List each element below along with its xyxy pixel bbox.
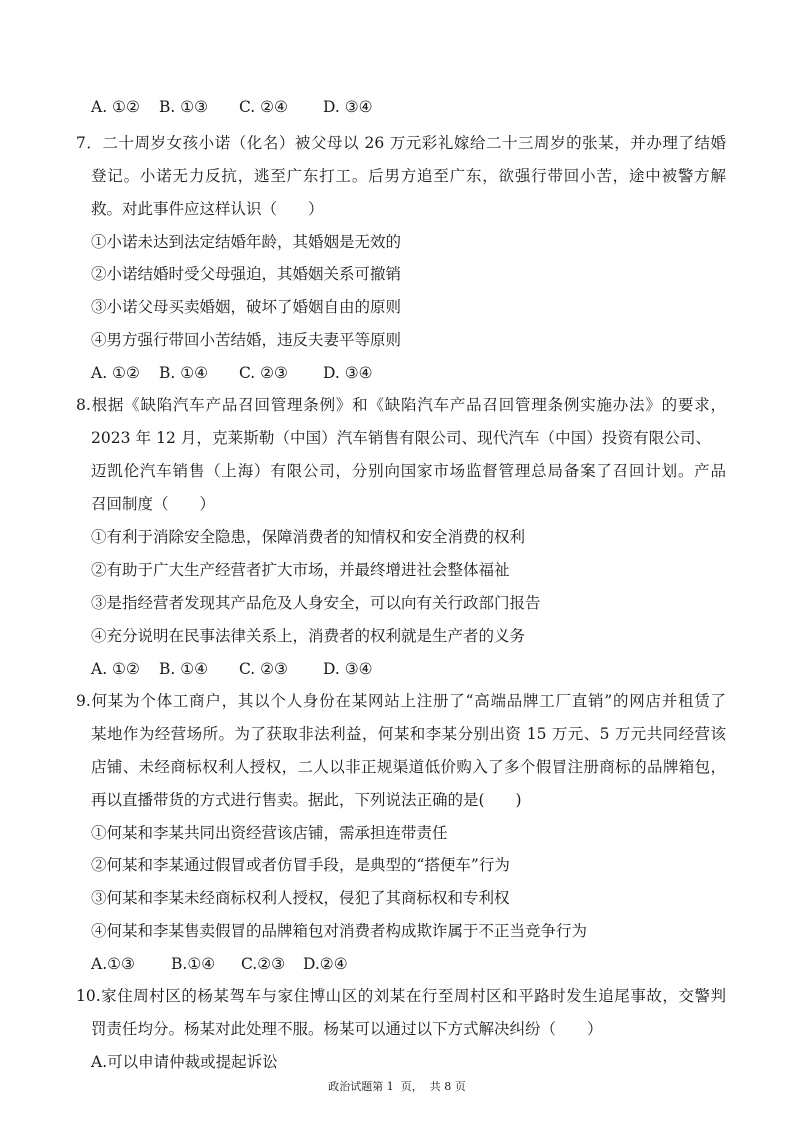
- q6-options: [91, 97, 373, 117]
- q9-options: [91, 954, 348, 974]
- q8-option-b: B. ①④: [159, 660, 209, 678]
- q10-stem-line-1: 10.家住周村区的杨某驾车与家住博山区的刘某在行至周村区和平路时发生追尾事故，交警判: [76, 987, 726, 1005]
- q7-option-d: D. ③④: [323, 364, 373, 382]
- q7-stem-line-2: 登记。小诺无力反抗，逃至广东打工。后男方追至广东，欲强行带回小苦，途中被警方解: [91, 167, 726, 185]
- q8-statement-2: ②有助于广大生产经营者扩大市场，并最终增进社会整体福祉: [91, 561, 510, 579]
- q9-option-a: A.①③: [91, 955, 135, 973]
- q8-option-a: A. ①②: [91, 660, 140, 678]
- q7-option-b: B. ①④: [159, 364, 209, 382]
- q9-stem-line-2: 某地作为经营场所。为了获取非法利益，何某和李某分别出资 15 万元、5 万元共同经营该: [91, 725, 726, 743]
- q9-option-b: B.①④: [171, 955, 216, 973]
- q8-statement-4: ④充分说明在民事法律关系上，消费者的权利就是生产者的义务: [91, 627, 526, 645]
- q6-option-a: A. ①②: [91, 98, 140, 116]
- q8-stem-line-1: 8.根据《缺陷汽车产品召回管理条例》和《缺陷汽车产品召回管理条例实施办法》的要求，: [76, 396, 726, 414]
- q7-option-a: A. ①②: [91, 364, 140, 382]
- q10-option-a: A.可以申请仲裁或提起诉讼: [91, 1053, 278, 1071]
- q8-option-d: D. ③④: [323, 660, 373, 678]
- q9-stem-line-1: 9.何某为个体工商户，其以个人身份在某网站上注册了“高端品牌工厂直销”的网店并租赁了: [76, 692, 726, 710]
- q8-statement-1: ①有利于消除安全隐患，保障消费者的知情权和安全消费的权利: [91, 528, 526, 546]
- q8-option-c: C. ②③: [239, 660, 288, 678]
- q8-options: [91, 659, 373, 679]
- q7-stem-line-3: 救。对此事件应这样认识（ ）: [91, 200, 324, 218]
- q7-statement-1: ①小诺未达到法定结婚年龄，其婚姻是无效的: [91, 233, 402, 251]
- q10-stem-line-2: 罚责任均分。杨某对此处理不服。杨某可以通过以下方式解决纠纷（ ）: [91, 1020, 603, 1038]
- q7-options: [91, 363, 373, 383]
- q8-stem-line-2: 2023 年 12 月，克莱斯勒（中国）汽车销售有限公司、现代汽车（中国）投资有限公司、: [91, 429, 711, 447]
- q7-option-c: C. ②③: [239, 364, 288, 382]
- q9-statement-4: ④何某和李某售卖假冒的品牌箱包对消费者构成欺诈属于不正当竞争行为: [91, 922, 588, 940]
- q8-stem-line-4: 召回制度（ ）: [91, 495, 216, 513]
- q9-statement-2: ②何某和李某通过假冒或者仿冒手段，是典型的“搭便车”行为: [91, 856, 510, 874]
- q6-option-c: C. ②④: [239, 98, 288, 116]
- q8-stem-line-3: 迈凯伦汽车销售（上海）有限公司，分别向国家市场监督管理总局备案了召回计划。产品: [91, 462, 726, 480]
- q7-statement-2: ②小诺结婚时受父母强迫，其婚姻关系可撤销: [91, 265, 402, 283]
- q9-statement-1: ①何某和李某共同出资经营该店铺，需承担连带责任: [91, 824, 448, 842]
- q6-option-d: D. ③④: [323, 98, 373, 116]
- q9-option-d: D.②④: [303, 955, 348, 973]
- q9-option-c: C.②③: [241, 955, 286, 973]
- q9-stem-line-3: 店铺、未经商标权利人授权，二人以非正规渠道低价购入了多个假冒注册商标的品牌箱包，: [91, 758, 726, 776]
- q7-statement-4: ④男方强行带回小苦结婚，违反夫妻平等原则: [91, 331, 402, 349]
- q9-statement-3: ③何某和李某未经商标权利人授权，侵犯了其商标权和专利权: [91, 889, 510, 907]
- q7-statement-3: ③小诺父母买卖婚姻，破坏了婚姻自由的原则: [91, 298, 402, 316]
- page-footer: 政治试题第 1 页， 共 8 页: [328, 1080, 466, 1093]
- q8-statement-3: ③是指经营者发现其产品危及人身安全，可以向有关行政部门报告: [91, 594, 541, 612]
- q7-stem-line-1: 7．二十周岁女孩小诺（化名）被父母以 26 万元彩礼嫁给二十三周岁的张某，并办理了结婚: [76, 134, 726, 152]
- q9-stem-line-4: 再以直播带货的方式进行售卖。据此，下列说法正确的是( ): [91, 791, 522, 809]
- q6-option-b: B. ①③: [159, 98, 209, 116]
